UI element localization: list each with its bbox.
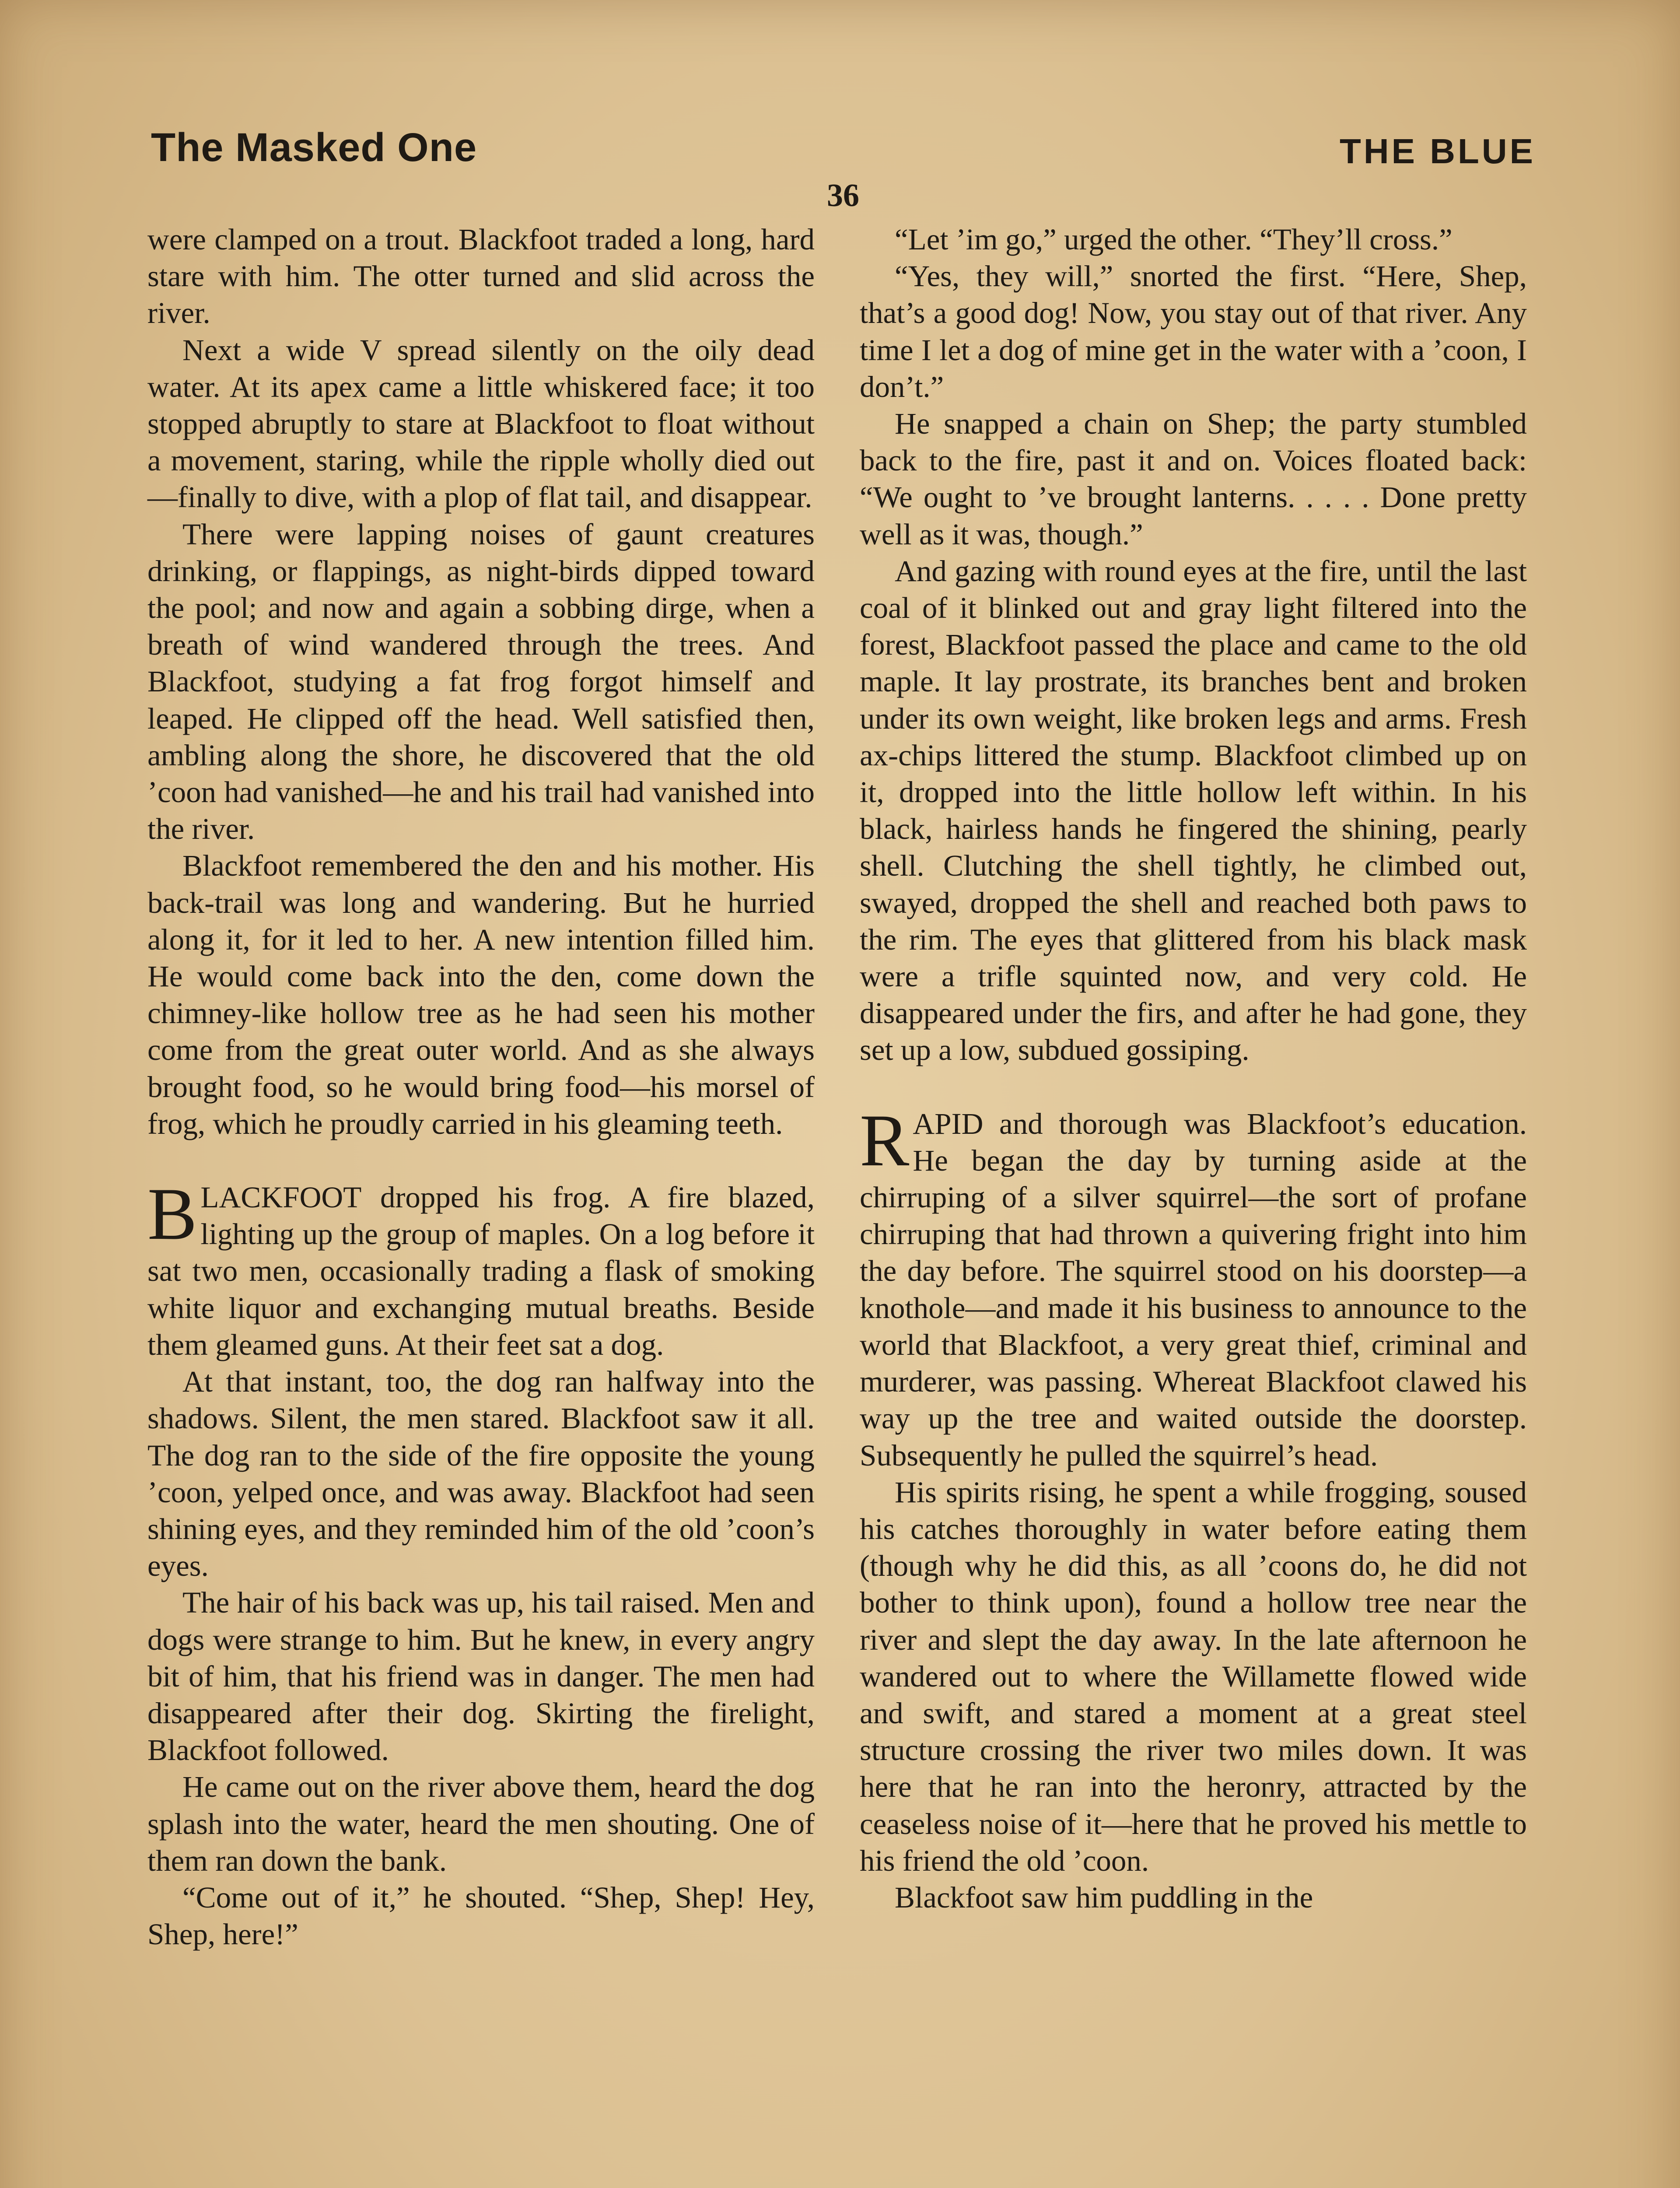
paragraph: And gazing with round eyes at the fire, until the last coal of it blinked out and gray light filtered into the forest, Blackfoot passed the place and came to the old maple. It lay prostrate, its branches bent and broken under its own weight, like broken legs and arms. Fresh ax-chips littered the stump. Blackfoot climbed up on it, dropped into the little hollow left within. In his black, hairless hands he fingered the shining, pearly shell. Clutching the shell tightly, he climbed out, swayed, dropped the shell and reached both paws to the rim. The eyes that glittered from his black mask were a trifle squinted now, and very cold. He disappeared under the firs, and after he had gone, they set up a low, subdued gossiping. bbox=[860, 554, 1527, 1067]
paragraph: “Come out of it,” he shouted. “Shep, Shep! Hey, Shep, here!” bbox=[147, 1880, 815, 1951]
paragraph: The hair of his back was up, his tail raised. Men and dogs were strange to him. But he knew, in every angry bit of him, that his friend was in danger. The men had disappeared after their dog. Skirting the firelight, Blackfoot followed. bbox=[147, 1586, 815, 1767]
paragraph: were clamped on a trout. Blackfoot traded a long, hard stare with him. The otter turned and slid across the river. bbox=[147, 223, 815, 330]
running-head-magazine-title: THE BLUE bbox=[1340, 132, 1536, 171]
paragraph: “Yes, they will,” snorted the first. “Here, Shep, that’s a good dog! Now, you stay out of that river. Any time I let a dog of mine get in the water with a ’coon, I don’t.” bbox=[860, 259, 1527, 403]
left-text-column bbox=[147, 221, 815, 1953]
paragraph: “Let ’im go,” urged the other. “They’ll cross.” bbox=[895, 223, 1452, 256]
paragraph: Next a wide V spread silently on the oily dead water. At its apex came a little whiskered face; it too stopped abruptly to stare at Blackfoot to float without a movement, staring, while the ripple wholly died out—finally to dive, with a plop of flat tail, and disappear. bbox=[147, 333, 815, 514]
paragraph: There were lapping noises of gaunt creatures drinking, or flappings, as night-birds dipped toward the pool; and now and again a sobbing dirge, when a breath of wind wandered through the trees. And Blackfoot, studying a fat frog forgot himself and leaped. He clipped off the head. Well satisfied then, ambling along the shore, he discovered that the old ’coon had vanished—he and his trail had vanished into the river. bbox=[147, 517, 815, 846]
paragraph: He came out on the river above them, heard the dog splash into the water, heard the men shouting. One of them ran down the bank. bbox=[147, 1770, 815, 1877]
running-head-story-title: The Masked One bbox=[151, 125, 477, 170]
paragraph-text: LACKFOOT dropped his frog. A fire blazed, lighting up the group of maples. On a log before it sat two men, occasionally trading a flask of smoking white liquor and exchanging mutual breaths. Beside them gleamed guns. At their feet sat a dog. bbox=[147, 1181, 815, 1361]
page-number: 36 bbox=[827, 178, 859, 214]
right-text-column bbox=[860, 221, 1527, 1916]
paragraph: His spirits rising, he spent a while frogging, soused his catches thoroughly in water before eating them (though why he did this, as all ’coons do, he did not bother to think upon), found a hollow tree near the river and slept the day away. In the late afternoon he wandered out to where the Willamette flowed wide and swift, and stared a moment at a great steel structure crossing the river two miles down. It was here that he ran into the heronry, attracted by the ceaseless noise of it—here that he proved his mettle to his friend the old ’coon. bbox=[860, 1475, 1527, 1877]
paragraph: At that instant, too, the dog ran halfway into the shadows. Silent, the men stared. Blackfoot saw it all. The dog ran to the side of the fire opposite the young ’coon, yelped once, and was away. Blackfoot had seen shining eyes, and they reminded him of the old ’coon’s eyes. bbox=[147, 1365, 815, 1583]
paragraph: He snapped a chain on Shep; the party stumbled back to the fire, past it and on. Voices floated back: “We ought to ’ve brought lanterns. . . . . Done pretty well as it was, though.” bbox=[860, 407, 1527, 551]
paragraph: Blackfoot saw him puddling in the bbox=[895, 1880, 1313, 1914]
drop-cap: R bbox=[860, 1099, 910, 1182]
paragraph: Blackfoot remembered the den and his mother. His back-trail was long and wandering. But he hurried along it, for it led to her. A new intention filled him. He would come back into the den, come down the chimney-like hollow tree as he had seen his mother come from the great outer world. And as she always brought food, so he would bring food—his morsel of frog, which he proudly carried in his gleaming teeth. bbox=[147, 849, 815, 1140]
drop-cap: B bbox=[147, 1173, 197, 1255]
section-opening-paragraph bbox=[860, 1099, 1527, 1474]
paragraph-text: APID and thorough was Blackfoot’s education. He began the day by turning aside at the chirruping of a silver squirrel—the sort of profane chirruping that had thrown a quivering fright into him the day before. The squirrel stood on his doorstep—a knothole—and made it his business to announce to the world that Blackfoot, a very great thief, criminal and murderer, was passing. Whereat Blackfoot clawed his way up the tree and waited outside the doorstep. Subsequently he pulled the squirrel’s head. bbox=[860, 1107, 1527, 1472]
section-opening-paragraph bbox=[147, 1173, 815, 1363]
